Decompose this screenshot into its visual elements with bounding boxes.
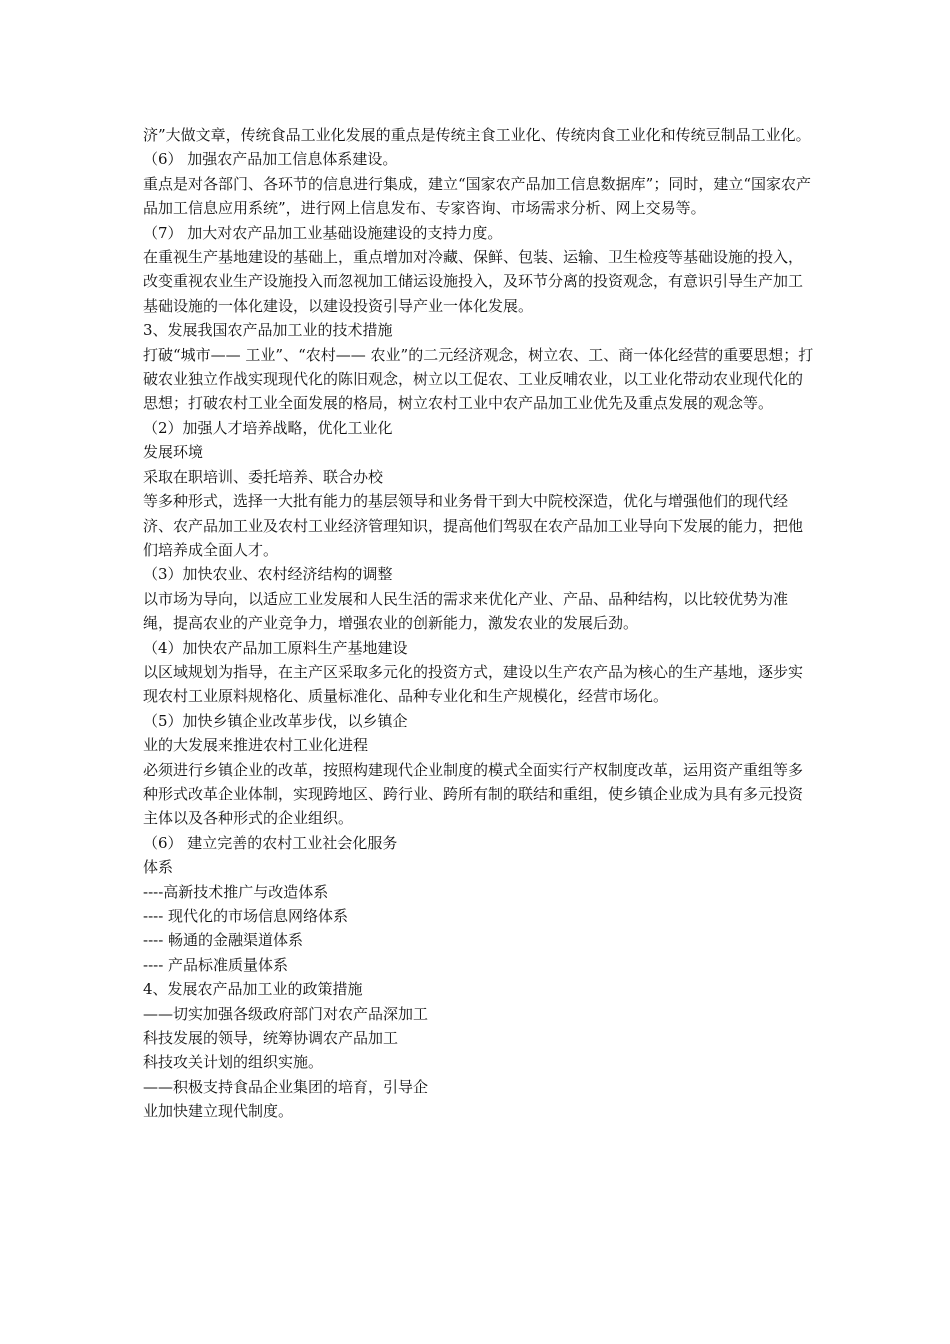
paragraph-training-detail: 等多种形式，选择一大批有能力的基层领导和业务骨干到大中院校深造，优化与增强他们的现代经济、农产品加工业及农村工业经济管理知识，提高他们驾驭在农产品加工业导向下发展的能力，把他们培养成全面人才。 — [143, 492, 804, 559]
paragraph-raw-material-base: 以区域规划为指导，在主产区采取多元化的投资方式，建设以生产农产品为核心的生产基地，逐步实现农村工业原料规格化、质量标准化、品种专业化和生产规模化，经营市场化。 — [143, 662, 804, 706]
heading-talent-training: （2）加强人才培养战略，优化工业化 — [143, 418, 393, 437]
paragraph-structure-adjustment: 以市场为导向，以适应工业发展和人民生活的需求来优化产业、产品、品种结构，以比较优势为准绳，提高农业的产业竞争力，增强农业的创新能力，激发农业的发展后劲。 — [143, 589, 789, 633]
list-item-tech-promotion: ----高新技术推广与改造体系 — [143, 882, 329, 901]
section-heading-policy-measures: 4、发展农产品加工业的政策措施 — [143, 980, 363, 999]
policy-line-3: 科技攻关计划的组织实施。 — [143, 1053, 324, 1072]
paragraph-info-system: 重点是对各部门、各环节的信息进行集成，建立“国家农产品加工信息数据库”；同时，建立“国家农产品加工信息应用系统”，进行网上信息发布、专家咨询、市场需求分析、网上交易等。 — [143, 174, 812, 218]
heading-social-service: （6） 建立完善的农村工业社会化服务 — [143, 833, 398, 852]
paragraph-township-reform: 必须进行乡镇企业的改革，按照构建现代企业制度的模式全面实行产权制度改革，运用资产重组等多种形式改革企业体制，实现跨地区、跨行业、跨所有制的联结和重组，使乡镇企业成为具有多元投资主体以及各种形式的企业组织。 — [143, 760, 804, 828]
list-item-finance: ---- 畅通的金融渠道体系 — [143, 931, 304, 950]
heading-township-reform: （5）加快乡镇企业改革步伐，以乡镇企 — [143, 711, 408, 730]
paragraph-training-methods: 采取在职培训、委托培养、联合办校 — [143, 467, 384, 486]
paragraph-traditional-food: 济”大做文章，传统食品工业化发展的重点是传统主食工业化、传统肉食工业化和传统豆制品工业化。 — [143, 126, 811, 144]
paragraph-infrastructure: 在重视生产基地建设的基础上，重点增加对冷藏、保鲜、包装、运输、卫生检疫等基础设施的投入，改变重视农业生产设施投入而忽视加工储运设施投入，及环节分离的投资观念，有意识引导生产加工基础设施的一体化建设，以建设投资引导产业一体化发展。 — [143, 248, 804, 315]
policy-line-5: 业加快建立现代制度。 — [143, 1102, 294, 1121]
document-body — [143, 123, 815, 1124]
paragraph-break-dual-economy: 打破“城市—— 工业”、“农村—— 农业”的二元经济观念，树立农、工、商一体化经营的重要思想；打破农业独立作战实现现代化的陈旧观念，树立以工促农、工业反哺农业，以工业化带动农业现代化的思想；打破农村工业全面发展的格局，树立农村工业中农产品加工业优先及重点发展的观念等。 — [143, 345, 814, 413]
heading-talent-training-cont: 发展环境 — [143, 443, 204, 462]
heading-info-system: （6） 加强农产品加工信息体系建设。 — [143, 150, 398, 169]
heading-raw-material-base: （4）加快农产品加工原料生产基地建设 — [143, 638, 408, 657]
heading-structure-adjustment: （3）加快农业、农村经济结构的调整 — [143, 565, 393, 584]
heading-infrastructure: （7） 加大对农产品加工业基础设施建设的支持力度。 — [143, 223, 503, 242]
list-item-market-info: ---- 现代化的市场信息网络体系 — [143, 907, 349, 925]
heading-township-reform-cont: 业的大发展来推进农村工业化进程 — [143, 736, 369, 755]
policy-line-2: 科技发展的领导，统筹协调农产品加工 — [143, 1029, 399, 1048]
list-item-quality-standard: ---- 产品标准质量体系 — [143, 955, 289, 974]
policy-line-1: ——切实加强各级政府部门对农产品深加工 — [143, 1004, 429, 1023]
heading-social-service-cont: 体系 — [143, 858, 174, 877]
policy-line-4: ——积极支持食品企业集团的培育，引导企 — [143, 1077, 429, 1096]
section-heading-technical-measures: 3、发展我国农产品加工业的技术措施 — [143, 321, 393, 340]
